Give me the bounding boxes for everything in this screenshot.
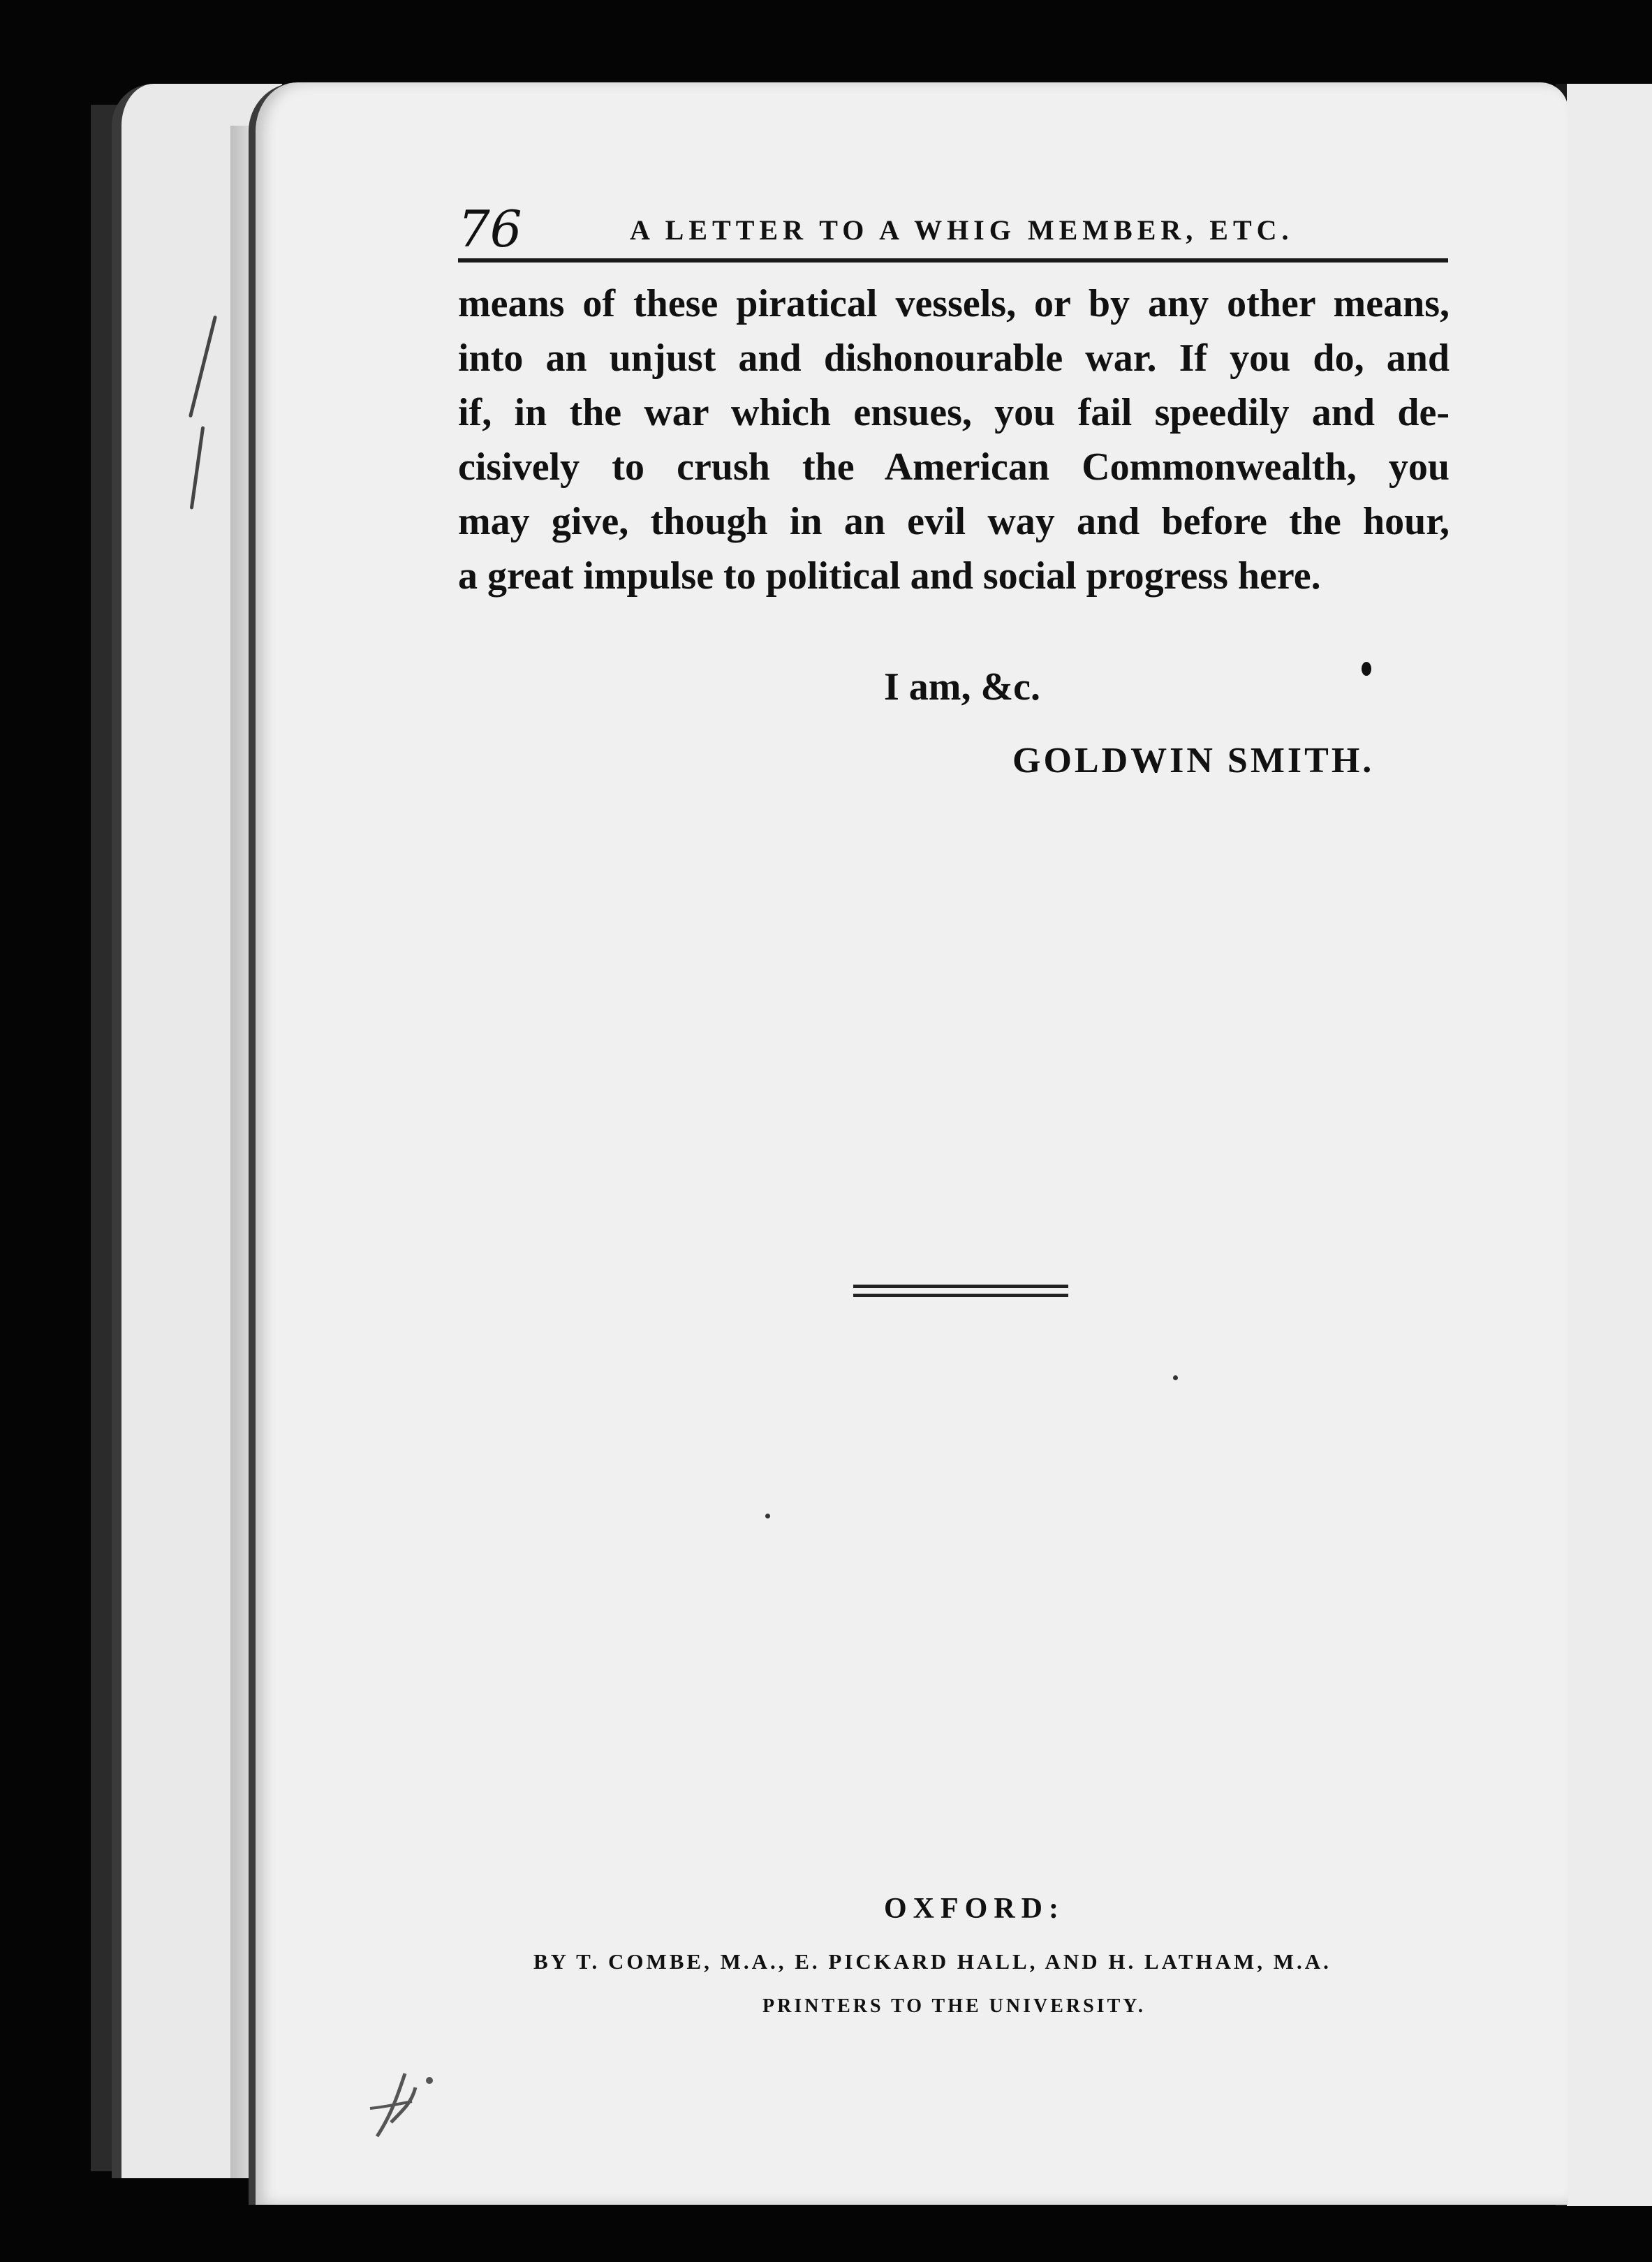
ink-speck	[765, 1514, 770, 1518]
text-line: into an unjust and dishonourable war. If you do, and	[458, 337, 1450, 380]
ink-spot	[1362, 662, 1371, 676]
author-signature: GOLDWIN SMITH.	[1012, 741, 1375, 781]
page-number: 76	[458, 200, 522, 258]
text-line: means of these piratical vessels, or by any other means,	[458, 282, 1450, 325]
imprint-printers: BY T. COMBE, M.A., E. PICKARD HALL, AND H. LATHAM, M.A.	[533, 1949, 1332, 1974]
handwritten-pencil-mark	[363, 2046, 447, 2143]
body-paragraph	[458, 276, 1450, 603]
ornamental-double-rule	[853, 1285, 1068, 1303]
next-page-edge	[1556, 84, 1652, 2206]
text-line: cisively to crush the American Commonwealth, you	[458, 445, 1450, 489]
imprint-city: OXFORD:	[884, 1893, 1065, 1925]
header-rule	[458, 258, 1448, 263]
running-title: A LETTER TO A WHIG MEMBER, ETC.	[630, 214, 1294, 246]
imprint-university: PRINTERS TO THE UNIVERSITY.	[762, 1995, 1146, 2017]
text-line: a great impulse to political and social progress here.	[458, 554, 1321, 598]
closing-salutation: I am, &c.	[884, 665, 1040, 709]
ink-speck	[1173, 1375, 1178, 1380]
text-line: may give, though in an evil way and before the hour,	[458, 500, 1450, 543]
text-line: if, in the war which ensues, you fail speedily and de-	[458, 391, 1450, 434]
page-header	[458, 200, 1450, 263]
